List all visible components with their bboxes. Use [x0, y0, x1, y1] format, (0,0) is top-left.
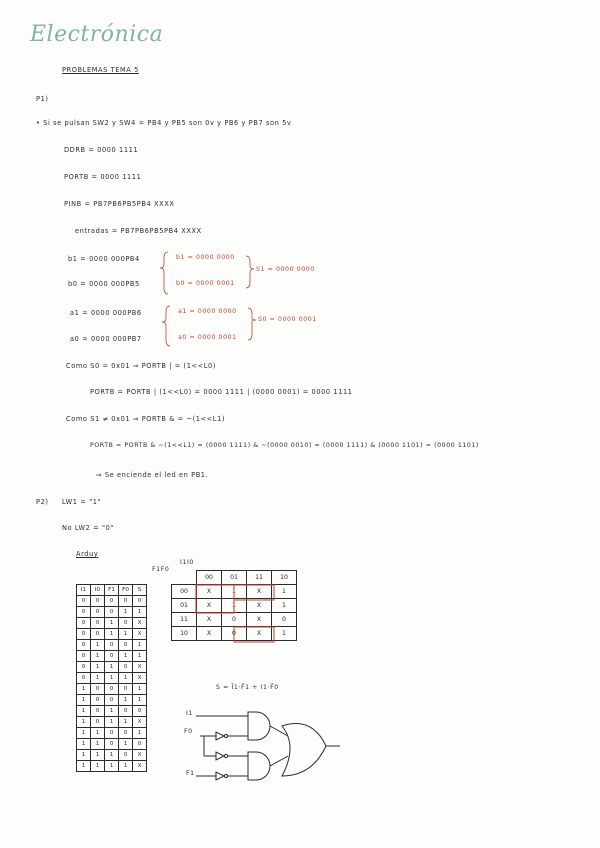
- kmap-cell: X: [247, 627, 272, 641]
- truth-table-cell: 0: [77, 662, 91, 673]
- truth-table-cell: 1: [133, 684, 147, 695]
- kmap-cell: X: [247, 613, 272, 627]
- and-gate-top: [248, 712, 270, 740]
- kmap-row-header: 00: [172, 585, 197, 599]
- truth-table-cell: 1: [119, 673, 133, 684]
- kmap-cell: X: [197, 599, 222, 613]
- kmap-group-3: [234, 627, 274, 642]
- truth-table-cell: 1: [77, 728, 91, 739]
- truth-table-cell: 1: [105, 717, 119, 728]
- not-bubble-f0: [224, 734, 227, 737]
- truth-table-cell: 1: [105, 706, 119, 717]
- truth-table-cell: 1: [133, 728, 147, 739]
- or-gate: [282, 724, 326, 777]
- kmap-cell: 1: [222, 599, 247, 613]
- truth-table-cell: 1: [91, 673, 105, 684]
- truth-table-cell: 1: [77, 739, 91, 750]
- truth-table-cell: 0: [77, 651, 91, 662]
- bracket-a1: a1 = 0000 0000: [178, 308, 237, 315]
- truth-table-cell: X: [133, 750, 147, 761]
- truth-table-cell: 0: [133, 706, 147, 717]
- section-heading: PROBLEMAS TEMA 5: [62, 66, 139, 74]
- kmap-cell: 0: [272, 613, 297, 627]
- truth-table-cell: 0: [91, 695, 105, 706]
- truth-table-cell: X: [133, 618, 147, 629]
- p2-subtitle: Arduy: [76, 550, 99, 558]
- portb-equation-2: PORTB = PORTB & ~(1<<L1) = (0000 1111) & ~(0000 0010) = (0000 1111) & (0000 1101) = (0000 1101): [90, 442, 480, 449]
- kmap-row-var: F1F0: [152, 566, 170, 573]
- truth-table-cell: 0: [91, 618, 105, 629]
- truth-table-cell: 0: [91, 706, 105, 717]
- kmap-col-header: 01: [222, 571, 247, 585]
- entradas-line: entradas = PB7PB6PB5PB4 XXXX: [75, 227, 202, 235]
- truth-table-cell: 0: [77, 640, 91, 651]
- como-s0-line: Como S0 = 0x01 ⇒ PORTB | = (1<<L0): [66, 362, 217, 370]
- input-i1-label: I1: [186, 710, 193, 717]
- truth-table-cell: 1: [105, 618, 119, 629]
- truth-table-cell: 0: [105, 640, 119, 651]
- truth-table-cell: 1: [91, 662, 105, 673]
- truth-table-cell: 0: [91, 629, 105, 640]
- portb-equation-1: PORTB = PORTB | (1<<L0) = 0000 1111 | (0000 0001) = 0000 1111: [90, 388, 353, 396]
- truth-table-cell: 1: [91, 750, 105, 761]
- truth-table-cell: 1: [77, 750, 91, 761]
- bracket-a0: a0 = 0000 0001: [178, 334, 237, 341]
- a0-line: a0 = 0000 000PB7: [70, 335, 142, 343]
- not-gate-f0: [216, 732, 224, 740]
- truth-table-cell: 1: [133, 695, 147, 706]
- truth-table-cell: 1: [105, 662, 119, 673]
- truth-table-cell: 0: [91, 684, 105, 695]
- truth-table-cell: 1: [77, 706, 91, 717]
- problem-1-intro: • Si se pulsan SW2 y SW4 = PB4 y PB5 son 0v y PB6 y PB7 son 5v: [36, 119, 292, 127]
- como-s1-line: Como S1 ≠ 0x01 ⇒ PORTB & = ~(1<<L1): [66, 415, 226, 423]
- truth-table-cell: 1: [105, 673, 119, 684]
- truth-table-cell: X: [133, 629, 147, 640]
- not-bubble-f1: [224, 774, 227, 777]
- truth-table-cell: 0: [105, 728, 119, 739]
- result-line: ⇒ Se enciende el led en PB1.: [96, 471, 209, 479]
- bracket-right-b: [246, 256, 254, 288]
- truth-table-cell: 1: [77, 684, 91, 695]
- not-gate-2: [216, 752, 224, 760]
- th-i0: I0: [91, 585, 105, 596]
- truth-table-cell: X: [133, 761, 147, 772]
- pinb-line: PINB = PB7PB6PB5PB4 XXXX: [64, 200, 175, 208]
- truth-table-cell: X: [133, 662, 147, 673]
- input-f0-label: F0: [184, 728, 193, 735]
- truth-table-cell: 1: [91, 761, 105, 772]
- kmap-row-header: 11: [172, 613, 197, 627]
- truth-table-cell: 0: [119, 684, 133, 695]
- truth-table-cell: 0: [119, 750, 133, 761]
- wire-and2-or: [270, 756, 288, 766]
- truth-table-cell: 1: [133, 651, 147, 662]
- bracket-left-a: [162, 306, 170, 346]
- truth-table-cell: 1: [91, 640, 105, 651]
- truth-table-cell: 0: [133, 739, 147, 750]
- truth-table-cell: 0: [133, 596, 147, 607]
- kmap-col-var: I1I0: [180, 559, 194, 566]
- kmap-row-header: 01: [172, 599, 197, 613]
- kmap-cell: 1: [272, 599, 297, 613]
- truth-table-cell: 1: [105, 750, 119, 761]
- truth-table-cell: 0: [77, 607, 91, 618]
- logic-circuit: [196, 712, 340, 780]
- truth-table-cell: 0: [91, 596, 105, 607]
- bracket-b0: b0 = 0000 0001: [176, 280, 235, 287]
- truth-table-cell: 0: [119, 618, 133, 629]
- truth-table-cell: 1: [77, 695, 91, 706]
- s1-result: S1 = 0000 0000: [256, 266, 315, 273]
- bracket-left-b: [160, 252, 168, 294]
- kmap-cell: 1: [222, 585, 247, 599]
- truth-table-cell: 1: [77, 761, 91, 772]
- truth-table-cell: 1: [105, 761, 119, 772]
- th-f0: F0: [119, 585, 133, 596]
- portb-line: PORTB = 0000 1111: [64, 173, 142, 181]
- bracket-right-a: [248, 308, 256, 340]
- truth-table-cell: 0: [105, 651, 119, 662]
- truth-table-cell: 0: [119, 728, 133, 739]
- truth-table-cell: 1: [105, 629, 119, 640]
- kmap-cell: X: [247, 585, 272, 599]
- kmap-cell: 0: [222, 613, 247, 627]
- truth-table-cell: 0: [77, 673, 91, 684]
- led2-line: No LW2 = "0": [62, 524, 115, 532]
- problem-2-label: P2): [36, 498, 49, 506]
- kmap-col-header: 11: [247, 571, 272, 585]
- kmap-cell: X: [197, 627, 222, 641]
- input-f1-label: F1: [186, 770, 195, 777]
- s0-result: S0 = 0000 0001: [258, 316, 317, 323]
- not-gate-f1: [216, 772, 224, 780]
- kmap-cell: 1: [272, 627, 297, 641]
- kmap-group-1: [196, 585, 234, 613]
- truth-table-cell: 1: [91, 739, 105, 750]
- truth-table-cell: 0: [105, 739, 119, 750]
- kmap-col-header: 10: [272, 571, 297, 585]
- circuit-expression: S = Ī1·F̄1 + I1·F̄0: [216, 684, 279, 691]
- truth-table-cell: 1: [133, 607, 147, 618]
- not-bubble-2: [224, 754, 227, 757]
- truth-table-cell: X: [133, 673, 147, 684]
- th-s: S: [133, 585, 147, 596]
- truth-table-cell: 1: [119, 739, 133, 750]
- truth-table-cell: 0: [105, 607, 119, 618]
- kmap-group-2: [234, 585, 274, 600]
- truth-table-cell: X: [133, 717, 147, 728]
- truth-table-cell: 1: [119, 607, 133, 618]
- truth-table-cell: 1: [119, 761, 133, 772]
- truth-table-cell: 0: [77, 629, 91, 640]
- truth-table-cell: 0: [91, 607, 105, 618]
- truth-table-cell: 0: [119, 640, 133, 651]
- truth-table-cell: 0: [105, 684, 119, 695]
- truth-table-cell: 0: [105, 596, 119, 607]
- truth-table-cell: 1: [119, 695, 133, 706]
- kmap-cell: X: [247, 599, 272, 613]
- and-gate-bottom: [248, 752, 270, 780]
- truth-table-cell: 0: [119, 706, 133, 717]
- truth-table-cell: 1: [133, 640, 147, 651]
- bracket-b1: b1 = 0000 0000: [176, 254, 235, 261]
- a1-line: a1 = 0000 000PB6: [70, 309, 142, 317]
- truth-table-cell: 1: [119, 629, 133, 640]
- led1-line: LW1 = "1": [62, 498, 102, 506]
- kmap-row-header: 10: [172, 627, 197, 641]
- truth-table-cell: 1: [119, 651, 133, 662]
- truth-table-cell: 0: [119, 662, 133, 673]
- th-i1: I1: [77, 585, 91, 596]
- problem-1-label: P1): [36, 95, 49, 103]
- th-f1: F1: [105, 585, 119, 596]
- kmap-cell: X: [197, 585, 222, 599]
- kmap-col-header: 00: [197, 571, 222, 585]
- truth-table-cell: 1: [91, 728, 105, 739]
- truth-table-cell: 1: [119, 717, 133, 728]
- truth-table-cell: 0: [77, 596, 91, 607]
- truth-table-cell: 0: [105, 695, 119, 706]
- kmap-cell: 0: [222, 627, 247, 641]
- kmap-cell: 1: [272, 585, 297, 599]
- truth-table-cell: 1: [77, 717, 91, 728]
- truth-table-cell: 0: [77, 618, 91, 629]
- b1-line: b1 = 0000 000PB4: [68, 255, 140, 263]
- b0-line: b0 = 0000 000PB5: [68, 280, 140, 288]
- truth-table-cell: 0: [119, 596, 133, 607]
- page-title: Electrónica: [30, 22, 164, 47]
- truth-table-cell: 0: [91, 717, 105, 728]
- ddrb-line: DDRB = 0000 1111: [64, 146, 139, 154]
- truth-table-cell: 1: [91, 651, 105, 662]
- kmap-cell: X: [197, 613, 222, 627]
